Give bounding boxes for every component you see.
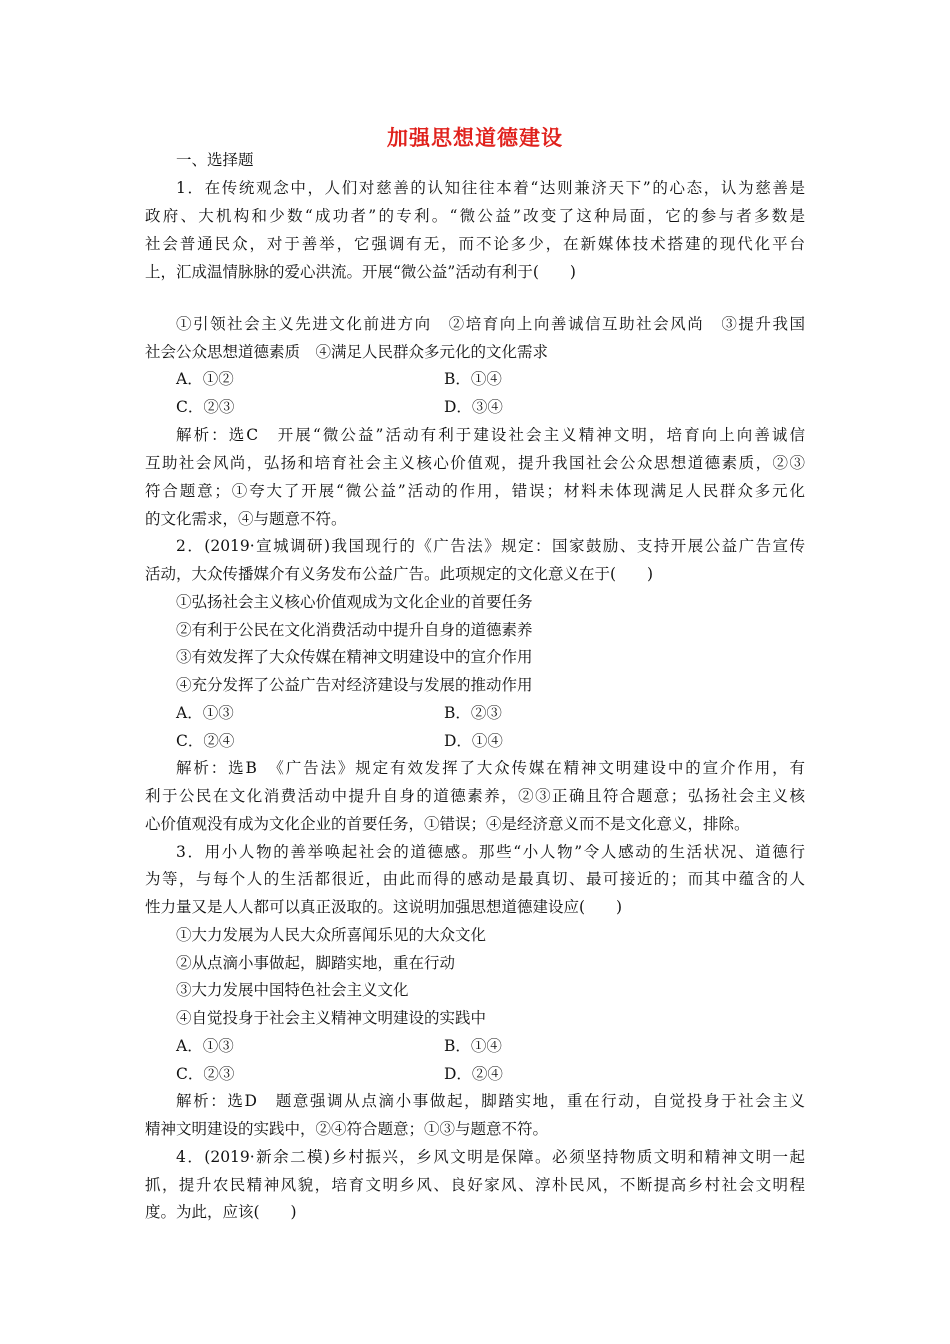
q4-stem-line: 度。为此，应该( ): [145, 1203, 297, 1221]
q3-item-line: ①大力发展为人民大众所喜闻乐见的大众文化: [176, 926, 487, 944]
q1-stem-line: 政府、大机构和少数“成功者”的专利。“微公益”改变了这种局面，它的参与者多数是: [145, 207, 805, 225]
q3-item-line: ②从点滴小事做起，脚踏实地，重在行动: [176, 954, 456, 972]
q1-option-c: C．②③: [176, 398, 235, 416]
q1-analysis-line: 的文化需求，④与题意不符。: [145, 510, 347, 528]
q3-item-line: ③大力发展中国特色社会主义文化: [176, 981, 409, 999]
q2-item-line: ③有效发挥了大众传媒在精神文明建设中的宣介作用: [176, 648, 533, 666]
q3-option-d: D．②④: [444, 1065, 503, 1083]
q3-analysis-line: 解析：选D 题意强调从点滴小事做起，脚踏实地，重在行动，自觉投身于社会主义: [176, 1092, 805, 1110]
q1-stem-line: 社会普通民众，对于善举，它强调有无，而不论多少，在新媒体技术搭建的现代化平台: [145, 235, 805, 253]
q2-option-d: D．①④: [444, 732, 503, 750]
q2-stem-line: 活动，大众传播媒介有义务发布公益广告。此项规定的文化意义在于( ): [145, 565, 654, 583]
q2-item-line: ④充分发挥了公益广告对经济建设与发展的推动作用: [176, 676, 533, 694]
q4-stem-line: 4．(2019·新余二模)乡村振兴，乡风文明是保障。必须坚持物质文明和精神文明一起: [176, 1148, 805, 1166]
section-heading: 一、选择题: [176, 151, 254, 169]
q1-stem-line: 1．在传统观念中，人们对慈善的认知往往本着“达则兼济天下”的心态，认为慈善是: [176, 179, 805, 197]
q1-option-a: A．①②: [176, 370, 234, 388]
q1-analysis-line: 符合题意；①夸大了开展“微公益”活动的作用，错误；材料未体现满足人民群众多元化: [145, 482, 805, 500]
q1-item-line: 社会公众思想道德素质 ④满足人民群众多元化的文化需求: [145, 343, 549, 361]
q3-analysis-line: 精神文明建设的实践中，②④符合题意；①③与题意不符。: [145, 1120, 549, 1138]
q2-item-line: ①弘扬社会主义核心价值观成为文化企业的首要任务: [176, 593, 533, 611]
q3-stem-line: 3．用小人物的善举唤起社会的道德感。那些“小人物”令人感动的生活状况、道德行: [176, 843, 805, 861]
q1-item-line: ①引领社会主义先进文化前进方向 ②培育向上向善诚信互助社会风尚 ③提升我国: [176, 315, 805, 333]
q2-stem-line: 2．(2019·宣城调研)我国现行的《广告法》规定：国家鼓励、支持开展公益广告宣传: [176, 537, 805, 555]
q4-stem-line: 抓，提升农民精神风貌，培育文明乡风、良好家风、淳朴民风，不断提高乡村社会文明程: [145, 1176, 805, 1194]
q2-option-c: C．②④: [176, 732, 235, 750]
q3-option-b: B．①④: [444, 1037, 502, 1055]
q3-item-line: ④自觉投身于社会主义精神文明建设的实践中: [176, 1009, 487, 1027]
q2-item-line: ②有利于公民在文化消费活动中提升自身的道德素养: [176, 621, 533, 639]
q1-option-b: B．①④: [444, 370, 502, 388]
page-title: 加强思想道德建设: [387, 126, 563, 150]
q3-option-a: A．①③: [176, 1037, 234, 1055]
q2-option-b: B．②③: [444, 704, 502, 722]
q1-analysis-line: 互助社会风尚，弘扬和培育社会主义核心价值观，提升我国社会公众思想道德素质，②③: [145, 454, 805, 472]
q1-analysis-line: 解析：选C 开展“微公益”活动有利于建设社会主义精神文明，培育向上向善诚信: [176, 426, 805, 444]
q3-stem-line: 性力量又是人人都可以真正汲取的。这说明加强思想道德建设应( ): [145, 898, 623, 916]
q1-option-d: D．③④: [444, 398, 503, 416]
q2-analysis-line: 心价值观没有成为文化企业的首要任务，①错误；④是经济意义而不是文化意义，排除。: [145, 815, 750, 833]
q2-analysis-line: 利于公民在文化消费活动中提升自身的道德素养，②③正确且符合题意；弘扬社会主义核: [145, 787, 805, 805]
q2-option-a: A．①③: [176, 704, 234, 722]
q3-stem-line: 为等，与每个人的生活都很近，由此而得的感动是最真切、最可接近的；而其中蕴含的人: [145, 870, 805, 888]
q3-option-c: C．②③: [176, 1065, 235, 1083]
q1-stem-line: 上，汇成温情脉脉的爱心洪流。开展“微公益”活动有利于( ): [145, 263, 576, 281]
q2-analysis-line: 解析：选B 《广告法》规定有效发挥了大众传媒在精神文明建设中的宣介作用，有: [176, 759, 805, 777]
